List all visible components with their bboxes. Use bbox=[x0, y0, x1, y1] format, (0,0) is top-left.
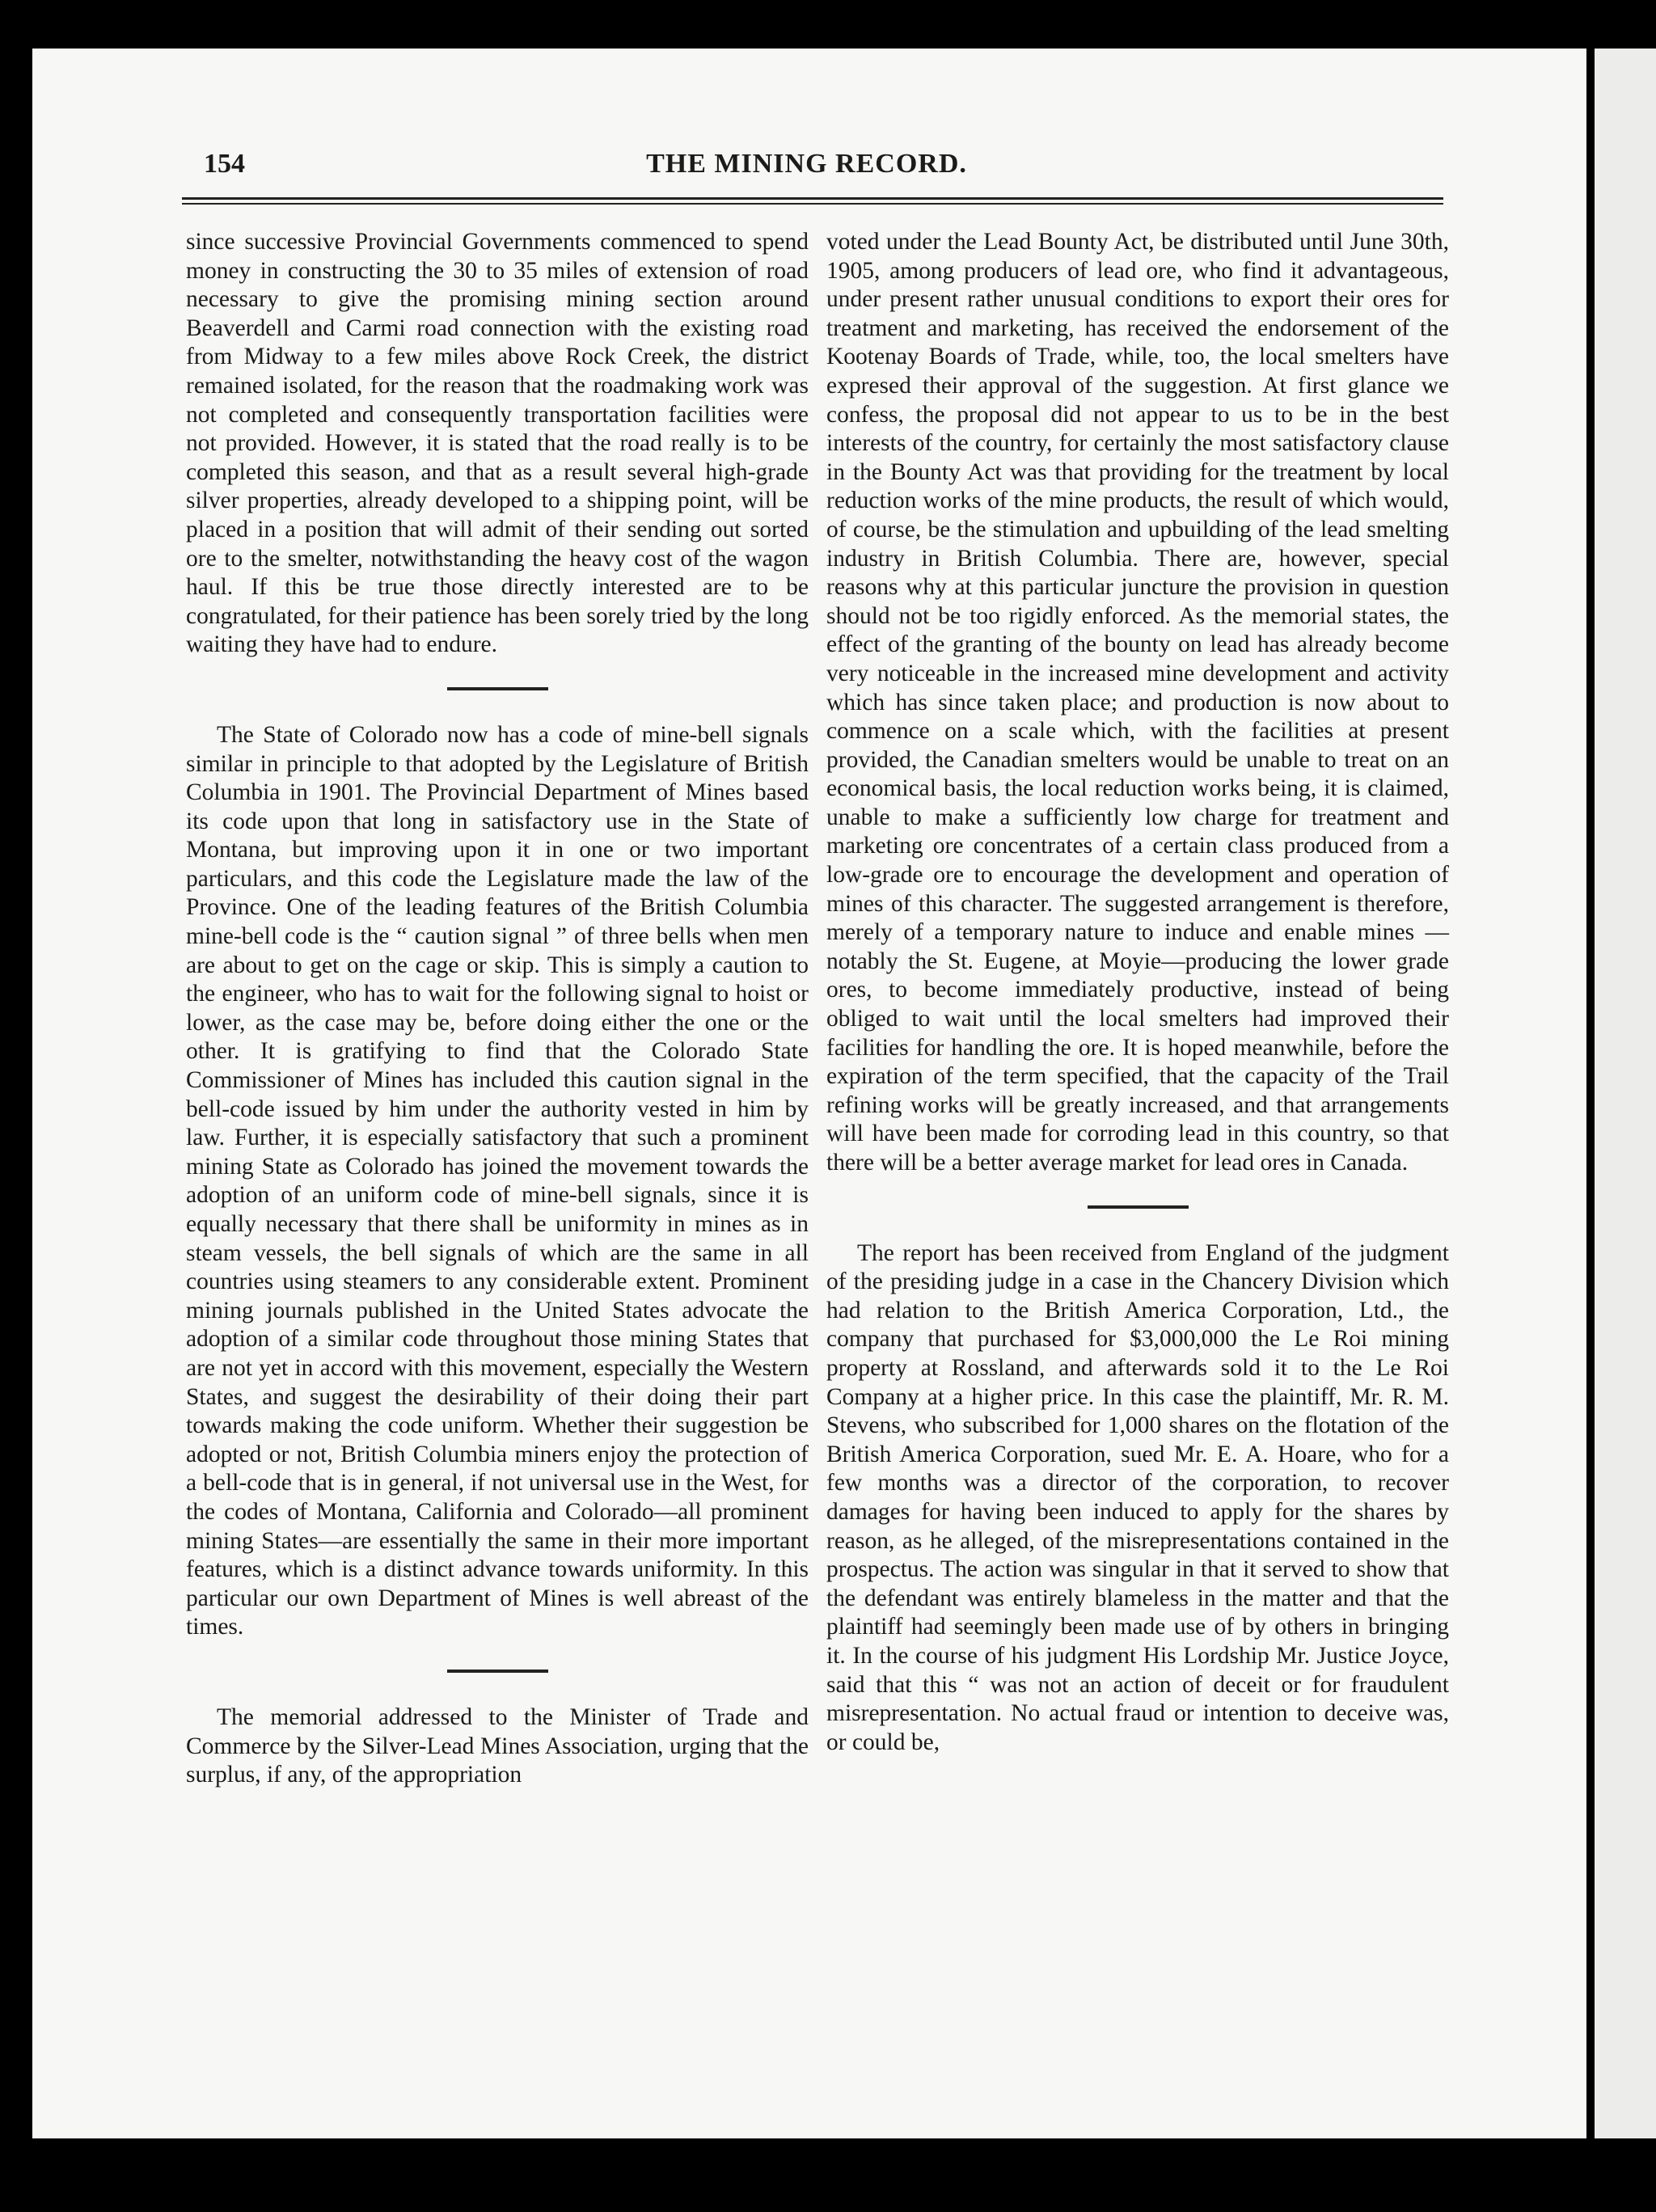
page-number: 154 bbox=[204, 149, 245, 179]
article-paragraph-lead-bounty: voted under the Lead Bounty Act, be distributed until June 30th, 1905, among producers of lead ore, who find it advantageous, under present rather unusual conditions to export their ores for treatment and marketing, has received the endorsement of the Kootenay Boards of Trade, while, too, the local smelters have expresed their approval of the suggestion. At first glance we confess, the proposal did not appear to us to be in the best interests of the country, for certainly the most satisfactory clause in the Bounty Act was that providing for the treatment by local reduction works of the mine products, the result of which would, of course, be the stimulation and upbuilding of the lead smelting industry in British Columbia. There are, however, special reasons why at this particular juncture the provision in question should not be too rigidly enforced. As the memorial states, the effect of the granting of the bounty on lead has already become very noticeable in the increased mine development and activity which has since taken place; and production is now about to commence on a scale which, with the facilities at present provided, the Canadian smelters would be unable to treat on an economical basis, the local reduction works being, it is claimed, unable to make a sufficiently low charge for treatment and marketing ore concentrates of a certain class produced from a low-grade ore to encourage the development and operation of mines of this character. The suggested arrangement is therefore, merely of a temporary nature to induce and enable mines — notably the St. Eugene, at Moyie—producing the lower grade ores, to become immediately productive, instead of being obliged to wait until the local smelters had improved their facilities for handling the ore. It is hoped meanwhile, before the expiration of the term specified, that the capacity of the Trail refining works will be greatly increased, and that arrangements will have been made for corroding lead in this country, so that there will be a better average market for lead ores in Canada. bbox=[826, 229, 1449, 1176]
page-header bbox=[170, 149, 1443, 181]
article-paragraph-le-roi-judgment: The report has been received from England of the judgment of the presiding judge in a case in the Chancery Division which had relation to the British America Corporation, Ltd., the company that purchased for $3,000,000 the Le Roi mining property at Rossland, and afterwards sold it to the Le Roi Company at a higher price. In this case the plaintiff, Mr. R. M. Stevens, who subscribed for 1,000 shares on the flotation of the British America Corporation, sued Mr. E. A. Hoare, who for a few months was a director of the corporation, to recover damages for having been induced to apply for the shares by reason, as he alleged, of the misrepresentations contained in the prospectus. The action was singular in that it served to show that the defendant was entirely blameless in the matter and that the plaintiff had seemingly been made use of by others in bringing it. In the course of his judgment His Lordship Mr. Justice Joyce, said that this “ was not an action of deceit or for fraudulent misrepresentation. No actual fraud or intention to deceive was, or could be, bbox=[826, 1239, 1449, 1755]
article-paragraph-bell-signals: The State of Colorado now has a code of mine-bell signals similar in principle to that adopted by the Legislature of British Columbia in 1901. The Provincial Department of Mines based its code upon that long in satisfactory use in the State of Montana, but improving upon it in one or two important particulars, and this code the Legislature made the law of the Province. One of the leading features of the British Columbia mine-bell code is the “ caution signal ” of three bells when men are about to get on the cage or skip. This is simply a caution to the engineer, who has to wait for the following signal to hoist or lower, as the case may be, before doing either the one or the other. It is gratifying to find that the Colorado State Commissioner of Mines has included this caution signal in the bell-code issued by him under the authority vested in him by law. Further, it is especially satisfactory that such a prominent mining State as Colorado has joined the movement towards the adoption of an uniform code of mine-bell signals, since it is equally necessary that there shall be uniformity in mines as in steam vessels, the bell signals of which are the same in all countries using steamers to any considerable extent. Prominent mining journals published in the United States advocate the adoption of a similar code throughout those mining States that are not yet in accord with this movement, especially the Western States, and suggest the desirability of their doing their part towards making the code uniform. Whether their suggestion be adopted or not, British Columbia miners enjoy the protection of a bell-code that is in general, if not universal use in the West, for the codes of Montana, California and Colorado—all prominent mining States—are essentially the same in their more important features, which is a distinct advance towards uniformity. In this particular our own Department of Mines is well abreast of the times. bbox=[186, 721, 809, 1640]
section-divider bbox=[447, 687, 548, 690]
right-column bbox=[826, 228, 1449, 1757]
running-title: THE MINING RECORD. bbox=[646, 149, 967, 179]
section-divider bbox=[1088, 1205, 1189, 1209]
header-rule bbox=[182, 197, 1443, 205]
section-divider bbox=[447, 1670, 548, 1673]
left-column bbox=[186, 228, 809, 1790]
article-paragraph-memorial: The memorial addressed to the Minister of Trade and Commerce by the Silver-Lead Mines Association, urging that the surplus, if any, of the appropriation bbox=[186, 1703, 809, 1788]
article-paragraph-roads: since successive Provincial Governments commenced to spend money in constructing the 30 to 35 miles of extension of road necessary to give the promising mining section around Beaverdell and Carmi road connection with the existing road from Midway to a few miles above Rock Creek, the district remained isolated, for the reason that the roadmaking work was not completed and consequently transportation facilities were not provided. However, it is stated that the road really is to be completed this season, and that as a result several high-grade silver properties, already developed to a shipping point, will be placed in a position that will admit of their sending out sorted ore to the smelter, notwithstanding the heavy cost of the wagon haul. If this be true those directly interested are to be congratulated, for their patience has been sorely tried by the long waiting they have had to endure. bbox=[186, 229, 809, 658]
next-page-edge bbox=[1595, 49, 1656, 2138]
